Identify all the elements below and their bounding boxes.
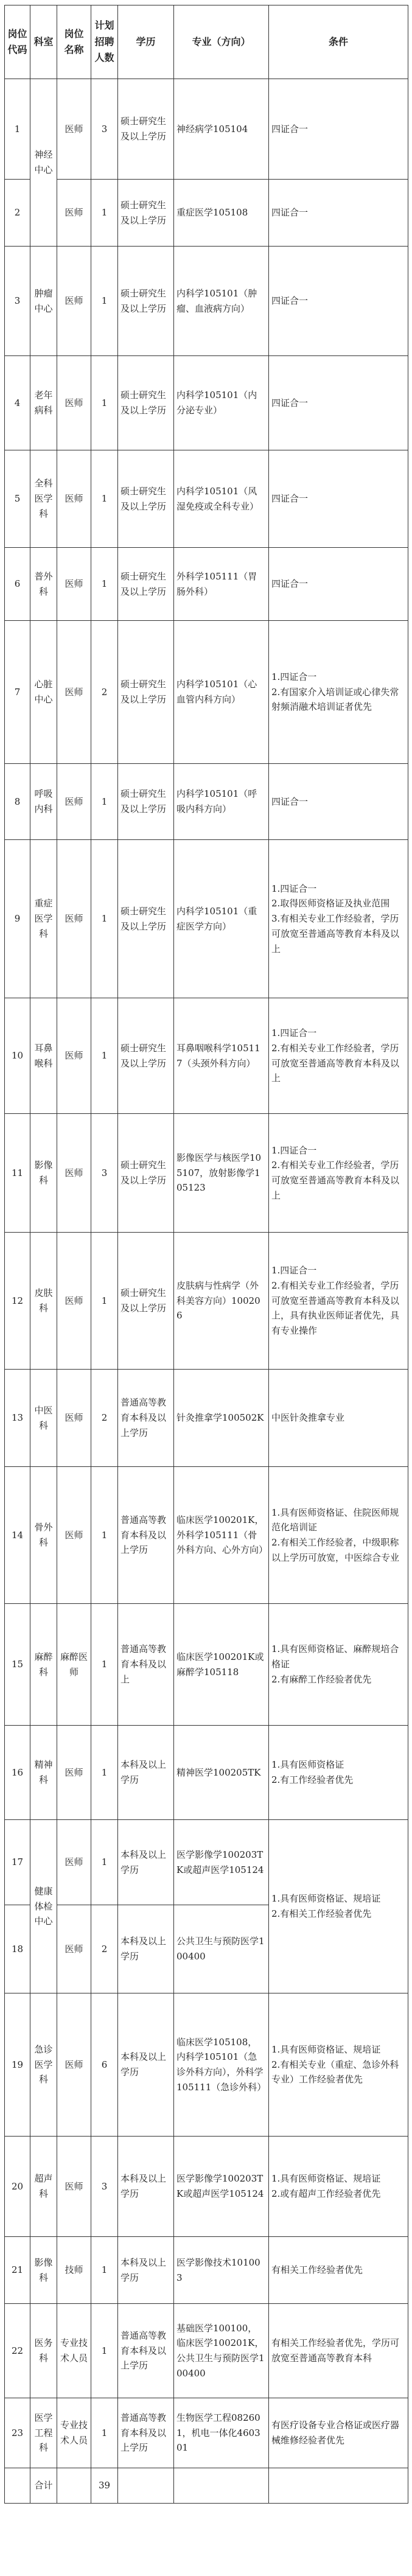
cell-major: 临床医学105108，内科学105101（急诊外科方向），外科学105111（急诊外科）: [174, 1993, 269, 2137]
table-row: [5, 2304, 408, 2398]
cell-code: 1: [5, 79, 30, 180]
cell-major: 耳鼻咽喉科学105117（头颈外科方向）: [174, 998, 269, 1114]
cell-code: 18: [5, 1905, 30, 1993]
cell-edu: 硕士研究生及以上学历: [118, 247, 174, 356]
cell-post: 医师: [57, 450, 91, 548]
cell-code: 9: [5, 840, 30, 998]
table-body: [5, 79, 408, 2468]
cell-count: 1: [91, 2304, 118, 2398]
cell-dept: 影像科: [30, 2237, 57, 2304]
cell-cond: 四证合一: [269, 548, 408, 621]
table-row: [5, 548, 408, 621]
table-row: [5, 79, 408, 180]
cell-code: 17: [5, 1820, 30, 1905]
table-row: [5, 450, 408, 548]
table-row: [5, 247, 408, 356]
cell-edu: 普通高等教育本科及以上学历: [118, 1370, 174, 1467]
cell-major: 内科学105101（风湿免疫或全科专业）: [174, 450, 269, 548]
cell-major: 内科学105101（内分泌专业）: [174, 356, 269, 450]
cell-major: 医学影像学100203TK或超声医学105124: [174, 1820, 269, 1905]
cell-post: 医师: [57, 79, 91, 180]
table-row: [5, 998, 408, 1114]
header-major: 专业（方向）: [174, 5, 269, 79]
cell-major: 公共卫生与预防医学100400: [174, 1905, 269, 1993]
cell-edu: 硕士研究生及以上学历: [118, 180, 174, 247]
cell-count: 1: [91, 840, 118, 998]
cell-code: 8: [5, 764, 30, 840]
table-row: [5, 180, 408, 247]
header-dept: 科室: [30, 5, 57, 79]
cell-count: 1: [91, 180, 118, 247]
cell-cond: 四证合一: [269, 180, 408, 247]
cell-code: 23: [5, 2398, 30, 2468]
cell-major: 内科学105101（心血管内科方向）: [174, 621, 269, 764]
cell-dept: 肿瘤中心: [30, 247, 57, 356]
cell-edu: 硕士研究生及以上学历: [118, 79, 174, 180]
cell-post: 医师: [57, 621, 91, 764]
cell-dept: 影像科: [30, 1114, 57, 1233]
cell-major: 临床医学100201K，外科学105111（骨外科方向、心外方向）: [174, 1467, 269, 1604]
cell-cond: 1.四证合一 2.取得医师资格证及执业范围 3.有相关专业工作经验者，学历可放宽至普通高等教育本科及以上: [269, 840, 408, 998]
cell-cond: 中医针灸推拿专业: [269, 1370, 408, 1467]
cell-major: 医学影像技术101003: [174, 2237, 269, 2304]
cell-count: 2: [91, 1370, 118, 1467]
cell-post: 医师: [57, 1993, 91, 2137]
cell-edu: 普通高等教育本科及以上学历: [118, 1467, 174, 1604]
cell-major: 外科学105111（胃肠外科）: [174, 548, 269, 621]
table-row: [5, 1726, 408, 1820]
cell-edu: 本科及以上学历: [118, 2237, 174, 2304]
cell-count: 3: [91, 1114, 118, 1233]
cell-major: 生物医学工程082601，机电一体化460301: [174, 2398, 269, 2468]
cell-edu: 本科及以上学历: [118, 1905, 174, 1993]
cell-code: 10: [5, 998, 30, 1114]
table-row: [5, 2398, 408, 2468]
cell-edu: 本科及以上学历: [118, 1993, 174, 2137]
table-row: [5, 621, 408, 764]
cell-count: 2: [91, 1905, 118, 1993]
cell-cond: 1.具有医师资格证、住院医师规范化培训证 2.有相关工作经验者，中级职称以上学历可放宽，中医综合专业: [269, 1467, 408, 1604]
cell-dept: 全科医学科: [30, 450, 57, 548]
cell-code: 12: [5, 1233, 30, 1370]
cell-code: 5: [5, 450, 30, 548]
cell-post: 医师: [57, 840, 91, 998]
cell-major: 神经病学105104: [174, 79, 269, 180]
cell-post: 医师: [57, 1233, 91, 1370]
cell-cond: 四证合一: [269, 79, 408, 180]
cell-post: 医师: [57, 1467, 91, 1604]
table-row: [5, 2237, 408, 2304]
cell-code: 19: [5, 1993, 30, 2137]
cell-dept: 重症医学科: [30, 840, 57, 998]
cell-count: 1: [91, 764, 118, 840]
cell-dept: 中医科: [30, 1370, 57, 1467]
cell-cond: 1.四证合一 2.有相关专业工作经验者，学历可放宽至普通高等教育本科及以上，具有执业医师证者优先，具有专业操作: [269, 1233, 408, 1370]
cell-edu: 普通高等教育本科及以上学历: [118, 2304, 174, 2398]
cell-dept: 急诊医学科: [30, 1993, 57, 2137]
cell-code: 20: [5, 2137, 30, 2237]
cell-edu: 硕士研究生及以上学历: [118, 450, 174, 548]
cell-cond: 1.四证合一 2.有国家介入培训证或心律失常射频消融术培训证者优先: [269, 621, 408, 764]
cell-edu: 本科及以上学历: [118, 1726, 174, 1820]
cell-code: 11: [5, 1114, 30, 1233]
cell-count: 1: [91, 356, 118, 450]
cell-post: 医师: [57, 356, 91, 450]
header-code: 岗位代码: [5, 5, 30, 79]
table-row: [5, 1604, 408, 1726]
cell-code: 2: [5, 180, 30, 247]
cell-major: 针灸推拿学100502K: [174, 1370, 269, 1467]
cell-post: 技师: [57, 2237, 91, 2304]
cell-code: 14: [5, 1467, 30, 1604]
total-empty-4: [174, 2468, 269, 2504]
table-row: [5, 1467, 408, 1604]
cell-cond: 四证合一: [269, 247, 408, 356]
cell-cond: 1.具有医师资格证、麻醉规培合格证 2.有麻醉工作经验者优先: [269, 1604, 408, 1726]
cell-dept: 呼吸内科: [30, 764, 57, 840]
cell-major: 基础医学100100，临床医学100201K，公共卫生与预防医学100400: [174, 2304, 269, 2398]
table-row: [5, 1114, 408, 1233]
cell-post: 医师: [57, 2137, 91, 2237]
header-cond: 条件: [269, 5, 408, 79]
total-empty-5: [269, 2468, 408, 2504]
cell-dept: 医学工程科: [30, 2398, 57, 2468]
cell-count: 1: [91, 450, 118, 548]
total-empty: [5, 2468, 30, 2504]
cell-dept: 精神科: [30, 1726, 57, 1820]
cell-code: 15: [5, 1604, 30, 1726]
cell-count: 1: [91, 1726, 118, 1820]
cell-count: 1: [91, 1467, 118, 1604]
cell-cond: 1.四证合一 2.有相关专业工作经验者，学历可放宽至普通高等教育本科及以上: [269, 1114, 408, 1233]
cell-edu: 普通高等教育本科及以上学历: [118, 2398, 174, 2468]
cell-major: 皮肤病与性病学（外科美容方向）100206: [174, 1233, 269, 1370]
cell-post: 医师: [57, 1370, 91, 1467]
cell-cond: 1.具有医师资格证、规培证 2.有相关专业（重症、急诊外科专业）工作经验者优先: [269, 1993, 408, 2137]
cell-edu: 硕士研究生及以上学历: [118, 548, 174, 621]
cell-dept: 皮肤科: [30, 1233, 57, 1370]
cell-cond: 四证合一: [269, 356, 408, 450]
header-post: 岗位名称: [57, 5, 91, 79]
cell-code: 13: [5, 1370, 30, 1467]
cell-dept: 骨外科: [30, 1467, 57, 1604]
cell-cond: 有医疗设备专业合格证或医疗器械维修经验者优先: [269, 2398, 408, 2468]
cell-edu: 硕士研究生及以上学历: [118, 998, 174, 1114]
total-row: [5, 2468, 408, 2504]
cell-code: 22: [5, 2304, 30, 2398]
cell-dept: 健康体检中心: [30, 1820, 57, 1993]
cell-count: 2: [91, 621, 118, 764]
cell-post: 专业技术人员: [57, 2398, 91, 2468]
cell-count: 3: [91, 79, 118, 180]
cell-dept: 普外科: [30, 548, 57, 621]
cell-dept: 耳鼻喉科: [30, 998, 57, 1114]
cell-post: 医师: [57, 180, 91, 247]
cell-cond: 四证合一: [269, 764, 408, 840]
cell-count: 1: [91, 1604, 118, 1726]
cell-major: 内科学105101（肿瘤、血液病方向）: [174, 247, 269, 356]
cell-count: 1: [91, 998, 118, 1114]
cell-major: 临床医学100201K或麻醉学105118: [174, 1604, 269, 1726]
cell-code: 21: [5, 2237, 30, 2304]
cell-edu: 硕士研究生及以上学历: [118, 840, 174, 998]
total-empty-3: [118, 2468, 174, 2504]
cell-count: 1: [91, 2398, 118, 2468]
table-row: [5, 764, 408, 840]
cell-dept: 心脏中心: [30, 621, 57, 764]
table-row: [5, 356, 408, 450]
cell-cond: 有相关工作经验者优先，学历可放宽至普通高等教育本科: [269, 2304, 408, 2398]
cell-post: 医师: [57, 1726, 91, 1820]
cell-post: 医师: [57, 1114, 91, 1233]
cell-cond: 1.具有医师资格证、规培证 2.或有超声工作经验者优先: [269, 2137, 408, 2237]
cell-code: 7: [5, 621, 30, 764]
cell-post: 医师: [57, 1905, 91, 1993]
cell-count: 1: [91, 548, 118, 621]
cell-major: 精神医学100205TK: [174, 1726, 269, 1820]
table-row: [5, 1820, 408, 1905]
cell-major: 医学影像学100203TK或超声医学105124: [174, 2137, 269, 2237]
cell-major: 重症医学105108: [174, 180, 269, 247]
cell-cond: 1.具有医师资格证、规培证 2.有相关工作经验者优先: [269, 1820, 408, 1993]
table-row: [5, 1370, 408, 1467]
cell-count: 1: [91, 247, 118, 356]
cell-dept: 麻醉科: [30, 1604, 57, 1726]
recruitment-table: [4, 5, 408, 2504]
cell-post: 医师: [57, 1820, 91, 1905]
cell-post: 医师: [57, 247, 91, 356]
cell-edu: 硕士研究生及以上学历: [118, 1233, 174, 1370]
cell-dept: 老年病科: [30, 356, 57, 450]
cell-major: 内科学105101（重症医学方向）: [174, 840, 269, 998]
total-count: 39: [91, 2468, 118, 2504]
table-row: [5, 1233, 408, 1370]
cell-count: 1: [91, 2237, 118, 2304]
header-edu: 学历: [118, 5, 174, 79]
cell-post: 医师: [57, 548, 91, 621]
header-count: 计划招聘人数: [91, 5, 118, 79]
cell-edu: 硕士研究生及以上学历: [118, 356, 174, 450]
cell-edu: 普通高等教育本科及以上: [118, 1604, 174, 1726]
cell-post: 医师: [57, 998, 91, 1114]
cell-cond: 1.具有医师资格证 2.有工作经验者优先: [269, 1726, 408, 1820]
cell-count: 3: [91, 2137, 118, 2237]
cell-cond: 四证合一: [269, 450, 408, 548]
cell-major: 影像医学与核医学105107，放射影像学105123: [174, 1114, 269, 1233]
cell-post: 专业技术人员: [57, 2304, 91, 2398]
cell-code: 4: [5, 356, 30, 450]
cell-edu: 硕士研究生及以上学历: [118, 764, 174, 840]
cell-dept: 超声科: [30, 2137, 57, 2237]
cell-count: 1: [91, 1820, 118, 1905]
cell-dept: 医务科: [30, 2304, 57, 2398]
cell-edu: 本科及以上学历: [118, 1820, 174, 1905]
header-row: [5, 5, 408, 79]
cell-cond: 1.四证合一 2.有相关专业工作经验者，学历可放宽至普通高等教育本科及以上: [269, 998, 408, 1114]
cell-code: 3: [5, 247, 30, 356]
total-empty-2: [57, 2468, 91, 2504]
table-row: [5, 2137, 408, 2237]
cell-edu: 硕士研究生及以上学历: [118, 1114, 174, 1233]
cell-dept: 神经中心: [30, 79, 57, 247]
total-label: 合计: [30, 2468, 57, 2504]
cell-code: 6: [5, 548, 30, 621]
table-row: [5, 1993, 408, 2137]
cell-edu: 本科及以上学历: [118, 2137, 174, 2237]
cell-post: 麻醉医师: [57, 1604, 91, 1726]
cell-major: 内科学105101（呼吸内科方向）: [174, 764, 269, 840]
cell-code: 16: [5, 1726, 30, 1820]
cell-cond: 有相关工作经验者优先: [269, 2237, 408, 2304]
cell-count: 6: [91, 1993, 118, 2137]
cell-post: 医师: [57, 764, 91, 840]
table-row: [5, 840, 408, 998]
cell-edu: 硕士研究生及以上学历: [118, 621, 174, 764]
cell-count: 1: [91, 1233, 118, 1370]
